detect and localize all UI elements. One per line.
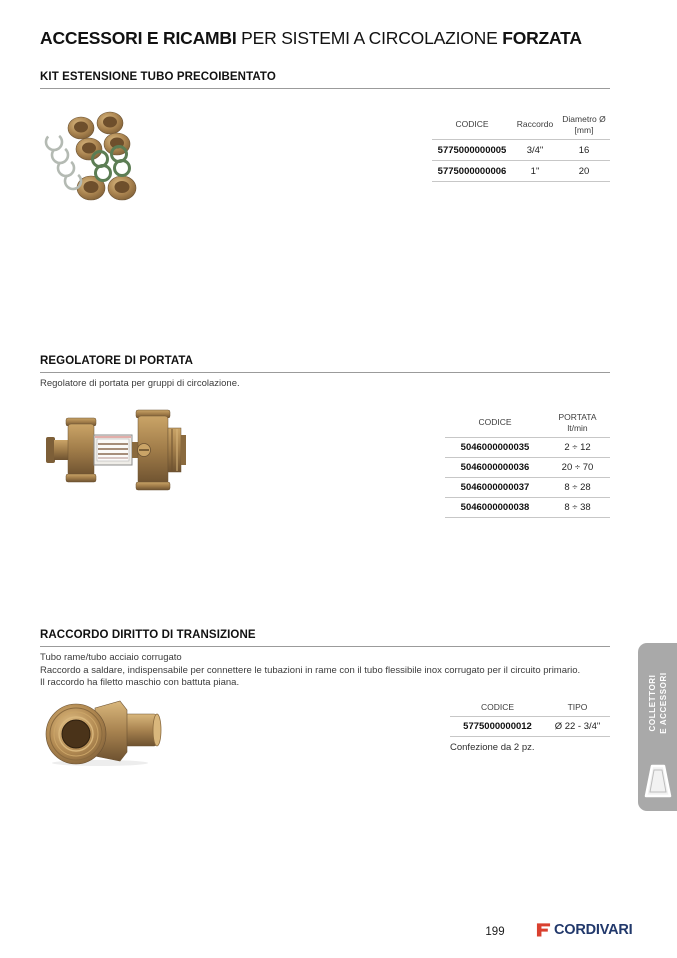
table-header-row	[432, 110, 610, 140]
raccordo-table	[450, 698, 610, 737]
column-header-diametro: Diametro Ø [mm]	[562, 114, 606, 135]
raccordo-product-photo	[40, 694, 165, 766]
regolatore-product-photo	[38, 406, 186, 494]
side-tab[interactable]	[638, 643, 677, 811]
page-title-bold-1: ACCESSORI E RICAMBI	[40, 28, 237, 48]
brand-text: CORDIVARI	[554, 921, 633, 938]
column-header-codice: CODICE	[480, 701, 515, 712]
kit-estensione-product-photo	[42, 103, 142, 205]
column-header-portata: PORTATA lt/min	[558, 412, 597, 433]
brand-mark-icon	[536, 921, 551, 938]
table-row: 5046000000038 8 ÷ 38	[445, 498, 610, 518]
kit-estensione-table	[432, 110, 610, 182]
smooth-tube-end	[124, 714, 161, 746]
section-title-raccordo: RACCORDO DIRITTO DI TRANSIZIONE	[40, 629, 610, 647]
regolatore-description: Regolatore di portata per gruppi di circolazione.	[40, 378, 240, 389]
table-row: 5775000000006 1" 20	[432, 161, 610, 182]
table-header-row	[445, 408, 610, 438]
section-title-kit-estensione: KIT ESTENSIONE TUBO PRECOIBENTATO	[40, 71, 610, 89]
section-title-regolatore: REGOLATORE DI PORTATA	[40, 355, 610, 373]
column-header-raccordo: Raccordo	[516, 119, 554, 130]
valve-right-body	[136, 410, 170, 490]
table-row: 5046000000036 20 ÷ 70	[445, 458, 610, 478]
regolatore-table	[445, 408, 610, 518]
page-number: 199	[485, 926, 505, 938]
sight-glass-window	[94, 435, 132, 465]
union-nut	[168, 428, 186, 472]
column-header-tipo: TIPO	[567, 701, 588, 712]
table-row: 5775000000012 Ø 22 - 3/4"	[450, 717, 610, 737]
page-title-bold-2: FORZATA	[502, 28, 582, 48]
page-title-regular: PER SISTEMI A CIRCOLAZIONE	[236, 28, 503, 48]
side-tab-label: COLLETTORI E ACCESSORI	[647, 672, 668, 734]
table-row: 5046000000035 2 ÷ 12	[445, 438, 610, 458]
page-title	[40, 28, 582, 49]
collector-trapezoid-icon	[644, 763, 672, 799]
table-row: 5775000000005 3/4" 16	[432, 140, 610, 161]
threaded-male-end	[46, 704, 106, 764]
column-header-codice: CODICE	[478, 417, 512, 428]
table-row: 5046000000037 8 ÷ 28	[445, 478, 610, 498]
column-header-codice: CODICE	[455, 119, 489, 130]
brand-logo	[536, 921, 633, 938]
raccordo-description: Tubo rame/tubo acciaio corrugato Raccordo a saldare, indispensabile per connettere le tubazioni in rame con il tubo flessibile inox corrugato per il circuito primario. Il raccordo ha filetto maschio con battuta piana.	[40, 652, 581, 688]
package-note: Confezione da 2 pz.	[450, 742, 535, 753]
table-header-row	[450, 698, 610, 717]
valve-left-body	[46, 418, 96, 482]
